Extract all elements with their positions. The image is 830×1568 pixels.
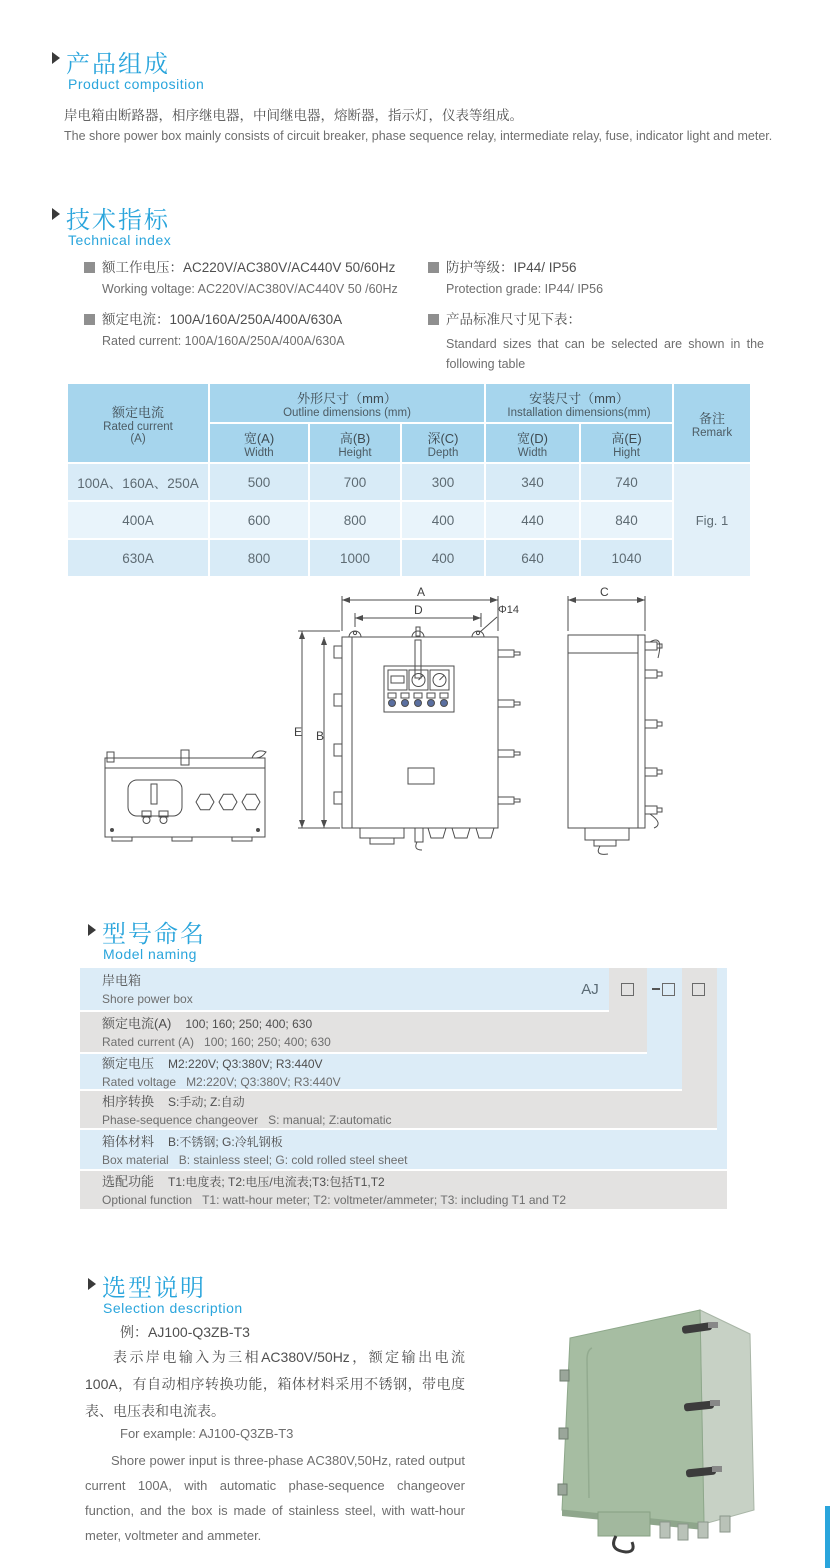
- dim-label-D: D: [414, 603, 423, 617]
- col-header-remark: 备注 Remark: [674, 384, 750, 462]
- tech-item-en: Protection grade: IP44/ IP56: [446, 282, 604, 296]
- selection-title-en: Selection description: [103, 1300, 243, 1316]
- tech-item: 产品标准尺寸见下表：: [428, 308, 581, 328]
- naming-row: 箱体材料 B:不锈钢; G:冷轧钢板 Box material B: stainless steel; G: cold rolled steel sheet: [80, 1130, 727, 1169]
- model-code-dash-box-icon: [652, 968, 675, 1010]
- tech-item: 防护等级：IP44/ IP56: [428, 256, 577, 276]
- dim-label-B: B: [316, 729, 325, 743]
- table-row: 400A 600 800 400 440 840: [68, 502, 750, 538]
- bullet-square-icon: [84, 314, 95, 325]
- dim-label-E: E: [294, 725, 303, 739]
- selection-example-en: For example: AJ100-Q3ZB-T3: [120, 1426, 294, 1441]
- naming-row: 岸电箱 Shore power box: [80, 968, 609, 1010]
- naming-row: 选配功能 T1:电度表; T2:电压/电流表;T3:包括T1,T2 Optional function T1: watt-hour meter; T2: voltmeter/ammeter; T3: including T1 and T2: [80, 1171, 727, 1209]
- section-arrow-icon: [88, 1278, 96, 1290]
- col-header: 宽(D) Width: [486, 424, 579, 462]
- bullet-square-icon: [428, 314, 439, 325]
- bullet-square-icon: [84, 262, 95, 273]
- model-code-prefix: AJ: [581, 980, 599, 998]
- section-arrow-icon: [52, 52, 60, 64]
- tech-item-en: Standard sizes that can be selected are shown in the following table: [446, 337, 764, 371]
- selection-example-zh: 例：AJ100-Q3ZB-T3: [120, 1324, 250, 1340]
- composition-body-en: The shore power box mainly consists of circuit breaker, phase sequence relay, intermediate relay, fuse, indicator light and meter.: [64, 129, 773, 143]
- col-group-install: 安装尺寸（mm） Installation dimensions(mm): [486, 384, 672, 422]
- naming-row: 额定电压 M2:220V; Q3:380V; R3:440V Rated voltage M2:220V; Q3:380V; R3:440V: [80, 1054, 682, 1089]
- technical-title-zh: 技术指标: [66, 207, 170, 234]
- naming-title-zh: 型号命名: [102, 921, 206, 948]
- selection-title-zh: 选型说明: [102, 1275, 206, 1302]
- bullet-square-icon: [428, 262, 439, 273]
- section-arrow-icon: [52, 208, 60, 220]
- tech-item: 额工作电压：AC220V/AC380V/AC440V 50/60Hz: [84, 256, 395, 276]
- front-view-drawing: [298, 596, 520, 850]
- remark-value: Fig. 1: [674, 464, 750, 576]
- composition-title-zh: 产品组成: [66, 51, 170, 78]
- page-edge-accent: [825, 1506, 830, 1568]
- model-naming-table: [80, 968, 727, 1211]
- col-group-outline: 外形尺寸（mm） Outline dimensions (mm): [210, 384, 484, 422]
- dimension-table: [66, 382, 752, 578]
- technical-drawings: [0, 580, 830, 895]
- col-header: 高(B) Height: [310, 424, 400, 462]
- tech-item: 额定电流：100A/160A/250A/400A/630A: [84, 308, 342, 328]
- naming-row: 相序转换 S:手动; Z:自动 Phase-sequence changeover S: manual; Z:automatic: [80, 1091, 717, 1128]
- composition-body-zh: 岸电箱由断路器，相序继电器，中间继电器，熔断器，指示灯，仪表等组成。: [64, 108, 523, 123]
- dim-label-C: C: [600, 585, 609, 599]
- dim-label-A: A: [417, 585, 426, 599]
- dim-label-phi14: Φ14: [498, 604, 520, 616]
- section-arrow-icon: [88, 924, 96, 936]
- product-photo: [532, 1292, 794, 1560]
- tech-item-en: Working voltage: AC220V/AC380V/AC440V 50 /60Hz: [102, 282, 398, 296]
- col-header: 宽(A) Width: [210, 424, 308, 462]
- selection-para-zh: 表示岸电输入为三相AC380V/50Hz，额定输出电流100A，有自动相序转换功能，箱体材料采用不锈钢，带电度表、电压表和电流表。: [85, 1349, 465, 1419]
- naming-title-en: Model naming: [103, 946, 197, 962]
- table-row: 100A、160A、250A 500 700 300 340 740 Fig. 1: [68, 464, 750, 500]
- table-row: 630A 800 1000 400 640 1040: [68, 540, 750, 576]
- composition-title-en: Product composition: [68, 76, 205, 92]
- naming-row: 额定电流(A) 100; 160; 250; 400; 630 Rated current (A) 100; 160; 250; 400; 630: [80, 1012, 647, 1052]
- col-header: 深(C) Depth: [402, 424, 484, 462]
- selection-para-en: Shore power input is three-phase AC380V,50Hz, rated output current 100A, with automatic phase-sequence changeover function, and the box is made of stainless steel, with watt-hour meter, voltmeter and ammeter.: [85, 1453, 465, 1543]
- model-code-box-icon: [692, 968, 705, 1010]
- tech-item-en: Rated current: 100A/160A/250A/400A/630A: [102, 334, 345, 348]
- top-view-drawing: [105, 750, 266, 841]
- model-code-box-icon: [621, 968, 634, 1010]
- col-header: 高(E) Hight: [581, 424, 672, 462]
- col-header-rated-current: 额定电流 Rated current (A): [68, 384, 208, 462]
- side-view-drawing: [568, 596, 662, 854]
- technical-title-en: Technical index: [68, 232, 172, 248]
